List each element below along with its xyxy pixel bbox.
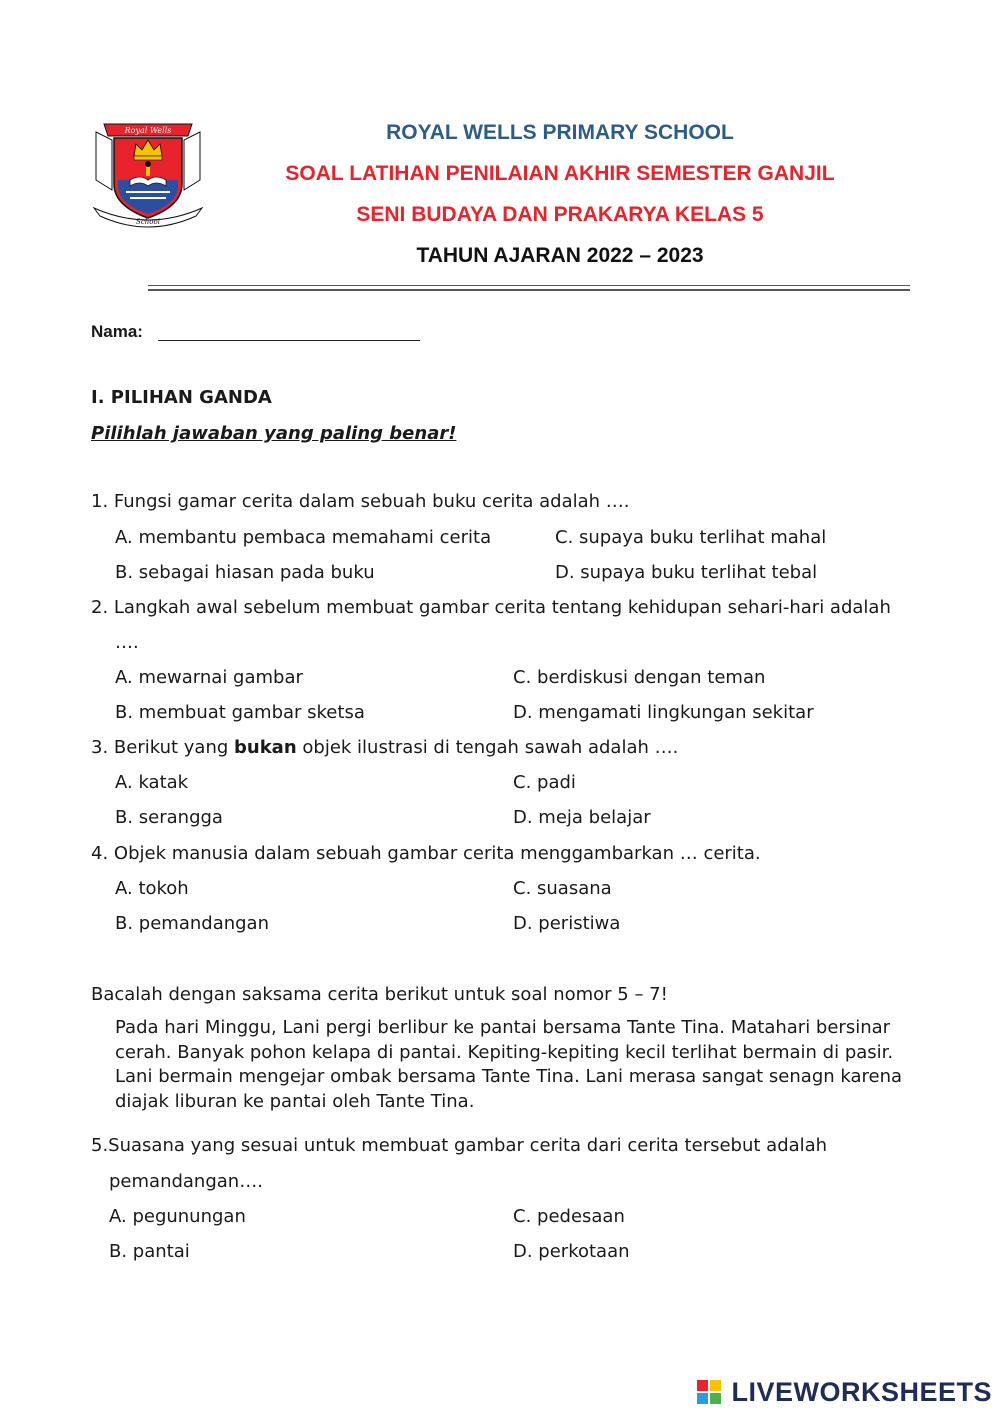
section-heading: I. PILIHAN GANDA <box>91 387 272 408</box>
school-name: ROYAL WELLS PRIMARY SCHOOL <box>386 121 734 144</box>
liveworksheets-logo-icon <box>697 1380 721 1404</box>
question-3-post: objek ilustrasi di tengah sawah adalah …. <box>296 737 679 758</box>
reading-intro: Bacalah dengan saksama cerita berikut untuk soal nomor 5 – 7! <box>91 984 668 1005</box>
logo-bottom-text: School <box>136 218 160 226</box>
subject-title: SENI BUDAYA DAN PRAKARYA KELAS 5 <box>356 203 764 226</box>
q4-option-b[interactable]: B. pemandangan <box>115 913 269 934</box>
question-2: 2. Langkah awal sebelum membuat gambar cerita tentang kehidupan sehari-hari adalah <box>91 597 891 618</box>
q5-option-b[interactable]: B. pantai <box>109 1241 190 1262</box>
q2-option-a[interactable]: A. mewarnai gambar <box>115 667 303 688</box>
q3-option-c[interactable]: C. padi <box>513 772 576 793</box>
q1-option-d[interactable]: D. supaya buku terlihat tebal <box>555 562 818 583</box>
name-input-line[interactable] <box>158 340 420 341</box>
question-4: 4. Objek manusia dalam sebuah gambar cerita menggambarkan … cerita. <box>91 843 761 864</box>
q5-option-c[interactable]: C. pedesaan <box>513 1206 625 1227</box>
question-3-emphasis: bukan <box>234 737 297 758</box>
q1-option-b[interactable]: B. sebagai hiasan pada buku <box>115 562 375 583</box>
header-divider-thick <box>148 289 910 291</box>
question-3-pre: 3. Berikut yang <box>91 737 235 758</box>
q3-option-b[interactable]: B. serangga <box>115 807 223 828</box>
q2-option-b[interactable]: B. membuat gambar sketsa <box>115 702 365 723</box>
q3-option-d[interactable]: D. meja belajar <box>513 807 651 828</box>
name-label: Nama: <box>91 322 143 341</box>
question-3 <box>91 737 678 758</box>
school-logo <box>90 120 206 232</box>
header-divider-thin <box>148 285 910 286</box>
exam-title: SOAL LATIHAN PENILAIAN AKHIR SEMESTER GANJIL <box>285 162 835 185</box>
reading-passage: Pada hari Minggu, Lani pergi berlibur ke pantai bersama Tante Tina. Matahari bersinar cerah. Banyak pohon kelapa di pantai. Kepiting-kepiting kecil terlihat bermain di pasir. Lani bermain mengejar ombak bersama Tante Tina. Lani merasa sangat senagn karena diajak liburan ke pantai oleh Tante Tina. <box>115 1017 903 1112</box>
q4-option-c[interactable]: C. suasana <box>513 878 612 899</box>
q5-option-a[interactable]: A. pegunungan <box>109 1206 246 1227</box>
q4-option-a[interactable]: A. tokoh <box>115 878 189 899</box>
q1-option-c[interactable]: C. supaya buku terlihat mahal <box>555 527 827 548</box>
q3-option-a[interactable]: A. katak <box>115 772 189 793</box>
q2-option-d[interactable]: D. mengamati lingkungan sekitar <box>513 702 814 723</box>
q4-option-d[interactable]: D. peristiwa <box>513 913 621 934</box>
question-5: 5.Suasana yang sesuai untuk membuat gambar cerita dari cerita tersebut adalah <box>91 1135 828 1156</box>
section-instruction: Pilihlah jawaban yang paling benar! <box>91 423 457 444</box>
academic-year: TAHUN AJARAN 2022 – 2023 <box>416 244 704 267</box>
q1-option-a[interactable]: A. membantu pembaca memahami cerita <box>115 527 492 548</box>
q2-option-c[interactable]: C. berdiskusi dengan teman <box>513 667 766 688</box>
question-2-cont: …. <box>115 632 139 653</box>
logo-top-text: Royal Wells <box>124 126 172 135</box>
question-5-cont: pemandangan…. <box>109 1171 263 1192</box>
liveworksheets-brand[interactable]: LIVEWORKSHEETS <box>731 1377 992 1407</box>
q5-option-d[interactable]: D. perkotaan <box>513 1241 630 1262</box>
question-1: 1. Fungsi gamar cerita dalam sebuah buku cerita adalah …. <box>91 491 630 512</box>
